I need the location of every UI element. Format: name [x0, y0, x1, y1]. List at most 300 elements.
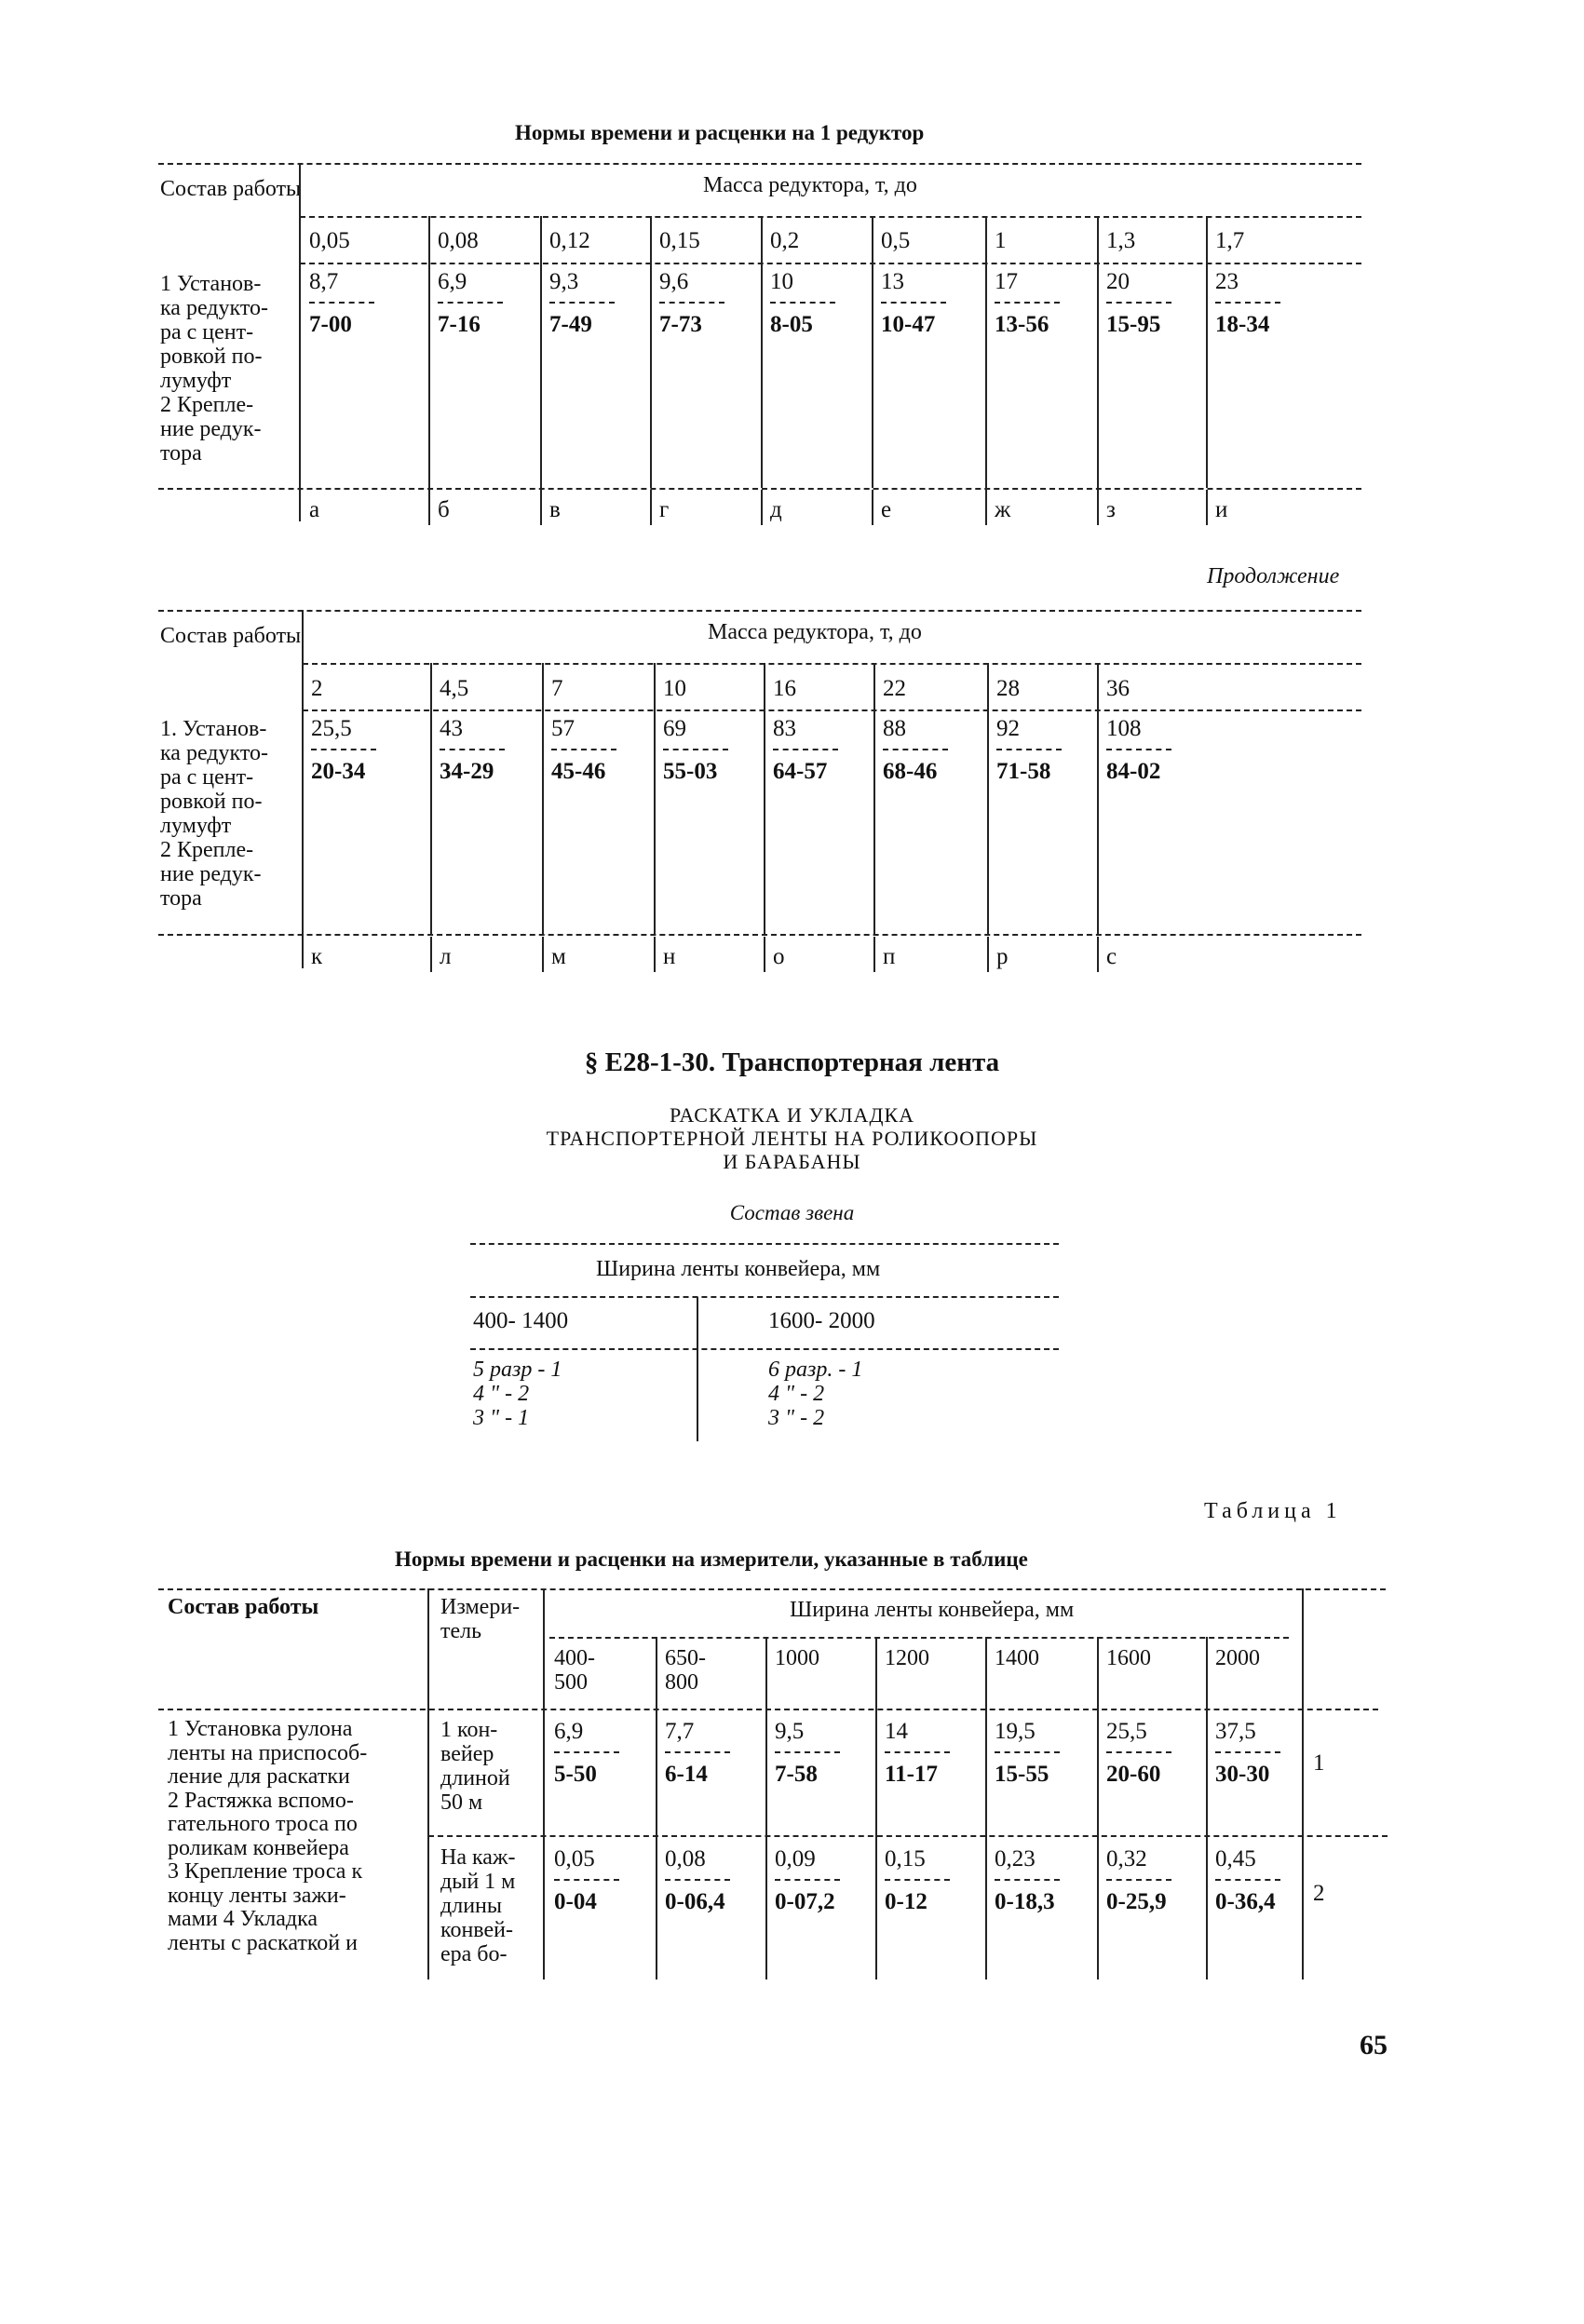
table-b-head-bottom-rule [303, 709, 1361, 711]
table-1-row-2-norm: 0,08 [665, 1846, 706, 1871]
table-1-row-2-price: 0-12 [885, 1889, 927, 1914]
tableA-mass: 0,05 [309, 228, 350, 253]
table-1-width-value [665, 1646, 706, 1695]
table-1-fraction-bar [885, 1751, 950, 1753]
crew-col-1-row-line: 4 " - 2 [473, 1382, 530, 1406]
crew-col-2: 1600- 2000 [768, 1308, 875, 1333]
table-1-row-1-price: 6-14 [665, 1762, 708, 1787]
tableA-letter: а [309, 497, 320, 522]
table-a-top-rule [158, 163, 1361, 165]
tableA-letter-divider [872, 490, 873, 525]
table-1-width-value [554, 1646, 595, 1695]
table-1-label: Таблица 1 [1204, 1499, 1342, 1523]
table-1-row-2-price: 0-25,9 [1106, 1889, 1167, 1914]
table-1-work-line: ленты с раскаткой и [168, 1930, 358, 1955]
tableA-mass: 1,3 [1106, 228, 1136, 253]
tableB-cell [551, 715, 616, 786]
table-a-work-line: тора [160, 441, 202, 466]
table-1-width-line: 650- [665, 1646, 706, 1670]
table-1-row-2-cell [885, 1845, 950, 1916]
tableB-price: 34-29 [440, 759, 494, 784]
tableA-col-divider [1206, 216, 1208, 488]
table-b-work-line: ровкой по- [160, 790, 263, 814]
tableA-letter-divider [1206, 490, 1208, 525]
table-1-row-1-cell [554, 1718, 619, 1789]
table-1-row-1-price: 7-58 [775, 1762, 818, 1787]
table-1-work-line: ление для раскатки [168, 1764, 350, 1789]
table-a-title: Нормы времени и расценки на 1 редуктор [515, 121, 925, 144]
table-b-mass-rule [303, 663, 1361, 665]
table-b-work-line: ра с цент- [160, 765, 254, 790]
tableA-fraction-bar [549, 302, 615, 304]
table-1-divider-meter [543, 1588, 545, 1979]
table-1-row-1-norm: 14 [885, 1719, 908, 1744]
table-1-row-2-meter-line: длины [440, 1894, 502, 1918]
tableA-letter: и [1215, 497, 1228, 522]
tableA-letter-divider [428, 490, 430, 525]
table-b-work-line: 2 Крепле- [160, 838, 254, 862]
table-1-row-2-norm: 0,09 [775, 1846, 816, 1871]
table-1-fraction-bar [995, 1751, 1060, 1753]
table-1-work-line: 1 Установка рулона [168, 1717, 353, 1741]
tableA-cell [549, 268, 615, 339]
tableA-price: 7-73 [659, 312, 702, 337]
tableA-cell [438, 268, 503, 339]
tableB-letter: р [996, 944, 1009, 969]
tableA-norm: 23 [1215, 269, 1239, 294]
table-1-row-1-norm: 37,5 [1215, 1719, 1256, 1744]
table-1-fraction-bar [554, 1879, 619, 1881]
table-b-work-header: Состав работы [160, 624, 302, 648]
section-header [0, 1047, 1584, 1078]
table-1-width-value [775, 1646, 819, 1670]
table-1-fraction-bar [1106, 1751, 1171, 1753]
table-1-row-1-meter-line: 1 кон- [440, 1718, 498, 1742]
table-1-top-rule [158, 1588, 1386, 1590]
table-1-col-divider [985, 1637, 987, 1979]
table-1-row-2-cell [775, 1845, 840, 1916]
table-1-row-2-price: 0-06,4 [665, 1889, 725, 1914]
table-1-width-line: 1600 [1106, 1646, 1151, 1670]
tableA-price: 8-05 [770, 312, 813, 337]
crew-col-2-row-line: 4 " - 2 [768, 1382, 825, 1406]
table-1-row-1-cell [775, 1718, 840, 1789]
table-1-row-2-norm: 0,32 [1106, 1846, 1147, 1871]
tableB-mass: 2 [311, 676, 323, 701]
table-1-width-value [995, 1646, 1039, 1670]
tableB-price: 68-46 [883, 759, 938, 784]
section-subtitle-line-1: РАСКАТКА И УКЛАДКА [669, 1103, 915, 1127]
table-1-work-line: мами 4 Укладка [168, 1907, 318, 1931]
table-1-meter-header-line: тель [440, 1619, 482, 1643]
crew-col-1-row-line: 5 разр - 1 [473, 1358, 562, 1382]
table-1-col-divider [765, 1637, 767, 1979]
tableA-letter-divider [985, 490, 987, 525]
tableA-norm: 6,9 [438, 269, 467, 294]
table-1-row-2-cell [665, 1845, 730, 1916]
tableB-mass: 10 [663, 676, 686, 701]
table-a-body-bottom-rule [158, 488, 1361, 490]
tableA-letter: в [549, 497, 561, 522]
table-b-work-line: 1. Установ- [160, 717, 267, 741]
table-a-work-header: Состав работы [160, 177, 302, 201]
tableA-col-divider [428, 216, 430, 488]
tableB-cell [883, 715, 948, 786]
crew-title: Состав звена [729, 1201, 855, 1224]
tableA-fraction-bar [309, 302, 374, 304]
table-1-row-1-meter-line: вейер [440, 1742, 494, 1766]
crew-header: Ширина ленты конвейера, мм [596, 1257, 881, 1281]
table-1-width-line: 1200 [885, 1646, 929, 1670]
table-1-width-value [1106, 1646, 1151, 1670]
table-1-work-line: ленты на приспособ- [168, 1740, 368, 1765]
tableA-fraction-bar [1215, 302, 1280, 304]
tableB-mass: 7 [551, 676, 563, 701]
table-1-fraction-bar [1106, 1879, 1171, 1881]
tableA-norm: 13 [881, 269, 904, 294]
table-b-work-line: ка редукто- [160, 741, 269, 765]
tableB-norm: 88 [883, 716, 906, 741]
table-a-work-line: ка редукто- [160, 296, 269, 320]
tableB-cell [773, 715, 838, 786]
tableA-fraction-bar [881, 302, 946, 304]
tableB-norm: 43 [440, 716, 463, 741]
tableB-norm: 92 [996, 716, 1020, 741]
tableA-cell [1106, 268, 1171, 339]
tableA-price: 18-34 [1215, 312, 1270, 337]
table-1-fraction-bar [995, 1879, 1060, 1881]
tableA-letter-divider [761, 490, 763, 525]
table-1-fraction-bar [665, 1751, 730, 1753]
tableB-cell [663, 715, 728, 786]
table-1-col-divider [1206, 1637, 1208, 1979]
tableB-letter: о [773, 944, 785, 969]
tableB-mass: 36 [1106, 676, 1130, 701]
tableB-letter-divider [654, 937, 656, 972]
table-b-body-bottom-rule [158, 934, 1361, 936]
page-number: 65 [1360, 2030, 1388, 2061]
tableB-letter-divider [764, 937, 765, 972]
table-a-work-line: ра с цент- [160, 320, 254, 345]
tableA-fraction-bar [995, 302, 1060, 304]
table-1-row-2-number: 2 [1313, 1881, 1325, 1906]
table-1-width-line: 1400 [995, 1646, 1039, 1670]
table-1-work-line: 3 Крепление троса к [168, 1859, 363, 1884]
tableB-letter-divider [1097, 937, 1099, 972]
tableB-letter-divider [542, 937, 544, 972]
tableA-col-divider [650, 216, 652, 488]
crew-top-rule [470, 1243, 1059, 1245]
table-1-row-1-price: 15-55 [995, 1762, 1049, 1787]
table-1-row-2-meter-line: конвей- [440, 1918, 513, 1942]
tableA-price: 7-16 [438, 312, 481, 337]
table-1-width-line: 500 [554, 1670, 588, 1695]
table-1-fraction-bar [775, 1751, 840, 1753]
tableB-cell [311, 715, 376, 786]
tableB-price: 55-03 [663, 759, 718, 784]
table-1-row-1-cell [1106, 1718, 1171, 1789]
tableB-cell [996, 715, 1062, 786]
table-1-row-2-cell [1106, 1845, 1171, 1916]
tableA-col-divider [1097, 216, 1099, 488]
tableB-mass: 28 [996, 676, 1020, 701]
tableA-price: 13-56 [995, 312, 1049, 337]
table-1-divider-work [427, 1588, 429, 1979]
crew-divider [697, 1297, 698, 1441]
table-1-width-value [1215, 1646, 1260, 1670]
table-1-head-bottom-rule [158, 1709, 1378, 1710]
table-1-width-line: 1000 [775, 1646, 819, 1670]
table-1-work-line: роликам конвейера [168, 1835, 349, 1860]
tableA-norm: 20 [1106, 269, 1130, 294]
table-1-row-1-cell [885, 1718, 950, 1789]
tableB-fraction-bar [996, 749, 1062, 750]
table-1-row-1-price: 11-17 [885, 1762, 938, 1787]
table-b-divider [302, 610, 304, 968]
tableA-norm: 17 [995, 269, 1018, 294]
tableB-col-divider [542, 663, 544, 934]
table-1-title: Нормы времени и расценки на измерители, указанные в таблице [395, 1547, 1028, 1571]
tableB-col-divider [430, 663, 432, 934]
table-b-work-line: ние редук- [160, 862, 262, 886]
table-1-fraction-bar [1215, 1751, 1280, 1753]
tableB-col-divider [987, 663, 989, 934]
tableB-letter: л [440, 944, 452, 969]
table-1-row-1-meter-line: длиной [440, 1766, 510, 1790]
table-1-row-1-norm: 19,5 [995, 1719, 1036, 1744]
tableB-norm: 108 [1106, 716, 1142, 741]
table-b-work-line: тора [160, 886, 202, 911]
tableA-fraction-bar [438, 302, 503, 304]
tableA-cell [770, 268, 835, 339]
tableA-mass: 0,12 [549, 228, 590, 253]
crew-col-2-row-line: 3 " - 2 [768, 1406, 825, 1430]
table-1-col-divider [1097, 1637, 1099, 1979]
tableA-mass: 0,08 [438, 228, 479, 253]
table-1-row-2-meter-line: ера бо- [440, 1942, 508, 1966]
table-1-fraction-bar [885, 1879, 950, 1881]
tableA-col-divider [985, 216, 987, 488]
table-1-width-rule [549, 1637, 1289, 1639]
tableB-letter: м [551, 944, 566, 969]
tableA-cell [881, 268, 946, 339]
table-1-col-divider [656, 1637, 657, 1979]
table-1-row-2-meter [440, 1845, 516, 1966]
crew-col-1-rows [473, 1358, 562, 1430]
table-a-work-line: 1 Установ- [160, 272, 262, 296]
table-1-row-2-norm: 0,23 [995, 1846, 1036, 1871]
tableA-cell [1215, 268, 1280, 339]
table-b-top-rule [158, 610, 1361, 612]
tableB-letter: п [883, 944, 896, 969]
tableA-letter: б [438, 497, 450, 522]
table-1-row-2-cell [1215, 1845, 1280, 1916]
tableB-price: 84-02 [1106, 759, 1161, 784]
table-1-work-line: 2 Растяжка вспомо- [168, 1788, 354, 1813]
table-1-work-text [168, 1718, 367, 1955]
table-1-row-2-norm: 0,05 [554, 1846, 595, 1871]
table-a-mass-rule [300, 216, 1361, 218]
table-b-mass-header: Масса редуктора, т, до [708, 620, 922, 644]
tableA-letter: г [659, 497, 670, 522]
table-1-width-line: 800 [665, 1670, 698, 1695]
table-1-row-1-cell [995, 1718, 1060, 1789]
table-a-mass-header: Масса редуктора, т, до [703, 173, 917, 197]
section-title: § Е28-1-30. Транспортерная лента [584, 1047, 1000, 1077]
tableB-price: 64-57 [773, 759, 828, 784]
table-1-row-1-number: 1 [1313, 1750, 1325, 1776]
tableA-price: 15-95 [1106, 312, 1161, 337]
table-1-fraction-bar [1215, 1879, 1280, 1881]
tableB-fraction-bar [773, 749, 838, 750]
tableA-price: 7-49 [549, 312, 592, 337]
table-a-work-line: ние редук- [160, 417, 262, 441]
table-1-width-line: 2000 [1215, 1646, 1260, 1670]
tableA-col-divider [872, 216, 873, 488]
table-a-work-line: лумуфт [160, 369, 232, 393]
tableA-letter-divider [1097, 490, 1099, 525]
tableB-fraction-bar [440, 749, 505, 750]
section-subtitle [0, 1103, 1584, 1173]
crew-col-rule [470, 1348, 1059, 1350]
tableA-mass: 1 [995, 228, 1007, 253]
tableB-norm: 25,5 [311, 716, 352, 741]
tableA-letter: е [881, 497, 892, 522]
continuation-label: Продолжение [1207, 564, 1340, 588]
tableA-letter: з [1106, 497, 1116, 522]
tableB-fraction-bar [1106, 749, 1171, 750]
tableA-col-divider [761, 216, 763, 488]
table-1-row-1-cell [1215, 1718, 1280, 1789]
tableA-price: 10-47 [881, 312, 936, 337]
tableB-letter: н [663, 944, 676, 969]
table-1-row-2-norm: 0,15 [885, 1846, 926, 1871]
tableA-cell [659, 268, 724, 339]
table-1-meter-header-line: Измери- [440, 1595, 521, 1619]
tableA-letter-divider [540, 490, 542, 525]
table-1-width-value [885, 1646, 929, 1670]
table-1-row-1-price: 30-30 [1215, 1762, 1270, 1787]
table-1-row-1-norm: 7,7 [665, 1719, 695, 1744]
tableA-norm: 9,3 [549, 269, 579, 294]
tableB-col-divider [873, 663, 875, 934]
table-a-divider [299, 163, 301, 521]
tableB-letter-divider [873, 937, 875, 972]
table-1-row-divider-rule [428, 1835, 1388, 1837]
tableB-col-divider [1097, 663, 1099, 934]
tableA-mass: 0,2 [770, 228, 800, 253]
table-1-work-line: гательного троса по [168, 1812, 358, 1836]
section-subtitle-line-2: ТРАНСПОРТЕРНОЙ ЛЕНТЫ НА РОЛИКООПОРЫ [546, 1127, 1038, 1150]
table-1-row-2-cell [554, 1845, 619, 1916]
table-1-work-header: Состав работы [168, 1595, 319, 1619]
crew-col-2-rows [768, 1358, 862, 1430]
table-1-row-2-price: 0-18,3 [995, 1889, 1055, 1914]
table-1-row-2-norm: 0,45 [1215, 1846, 1256, 1871]
tableB-letter: с [1106, 944, 1117, 969]
crew-col-1-row-line: 3 " - 1 [473, 1406, 530, 1430]
tableA-mass: 0,15 [659, 228, 700, 253]
tableB-fraction-bar [883, 749, 948, 750]
tableB-fraction-bar [663, 749, 728, 750]
tableA-fraction-bar [1106, 302, 1171, 304]
crew-col-2-row-line: 6 разр. - 1 [768, 1358, 863, 1382]
table-1-row-2-cell [995, 1845, 1060, 1916]
tableB-col-divider [764, 663, 765, 934]
table-1-fraction-bar [665, 1879, 730, 1881]
tableA-letter: ж [995, 497, 1011, 522]
tableB-letter-divider [987, 937, 989, 972]
table-1-width-header: Ширина ленты конвейера, мм [790, 1598, 1075, 1622]
table-1-meter-header [440, 1595, 520, 1643]
tableA-cell [309, 268, 374, 339]
tableB-price: 71-58 [996, 759, 1051, 784]
table-1-row-2-price: 0-36,4 [1215, 1889, 1276, 1914]
table-1-row-2-price: 0-04 [554, 1889, 597, 1914]
table-1-row-1-cell [665, 1718, 730, 1789]
table-1-fraction-bar [554, 1751, 619, 1753]
tableB-cell [440, 715, 505, 786]
section-subtitle-line-3: И БАРАБАНЫ [723, 1150, 861, 1173]
tableA-price: 7-00 [309, 312, 352, 337]
table-1-row-2-price: 0-07,2 [775, 1889, 835, 1914]
table-b-work-text [160, 717, 268, 911]
table-b-work-line: лумуфт [160, 814, 232, 838]
crew-col-1: 400- 1400 [473, 1308, 569, 1333]
table-1-row-1-meter [440, 1718, 510, 1815]
tableA-norm: 10 [770, 269, 793, 294]
tableB-price: 20-34 [311, 759, 366, 784]
crew-head-rule [470, 1296, 1059, 1298]
table-a-work-line: ровкой по- [160, 345, 263, 369]
table-1-divider-num [1302, 1588, 1304, 1979]
tableB-cell [1106, 715, 1171, 786]
tableB-col-divider [654, 663, 656, 934]
tableA-letter: д [770, 497, 782, 522]
table-1-row-1-norm: 9,5 [775, 1719, 805, 1744]
tableB-mass: 22 [883, 676, 906, 701]
tableA-mass: 0,5 [881, 228, 911, 253]
table-1-row-1-norm: 25,5 [1106, 1719, 1147, 1744]
tableB-norm: 69 [663, 716, 686, 741]
tableA-col-divider [540, 216, 542, 488]
tableA-letter-divider [650, 490, 652, 525]
tableB-fraction-bar [551, 749, 616, 750]
tableB-letter: к [311, 944, 323, 969]
table-a-work-line: 2 Крепле- [160, 393, 254, 417]
table-1-work-line: концу ленты зажи- [168, 1883, 346, 1908]
table-1-row-1-price: 20-60 [1106, 1762, 1161, 1787]
table-1-row-1-norm: 6,9 [554, 1719, 584, 1744]
tableB-letter-divider [430, 937, 432, 972]
tableB-fraction-bar [311, 749, 376, 750]
tableA-fraction-bar [659, 302, 724, 304]
tableB-norm: 57 [551, 716, 575, 741]
tableB-mass: 16 [773, 676, 796, 701]
table-1-fraction-bar [775, 1879, 840, 1881]
table-1-col-divider [875, 1637, 877, 1979]
tableB-price: 45-46 [551, 759, 606, 784]
table-a-work-text [160, 272, 268, 466]
tableB-mass: 4,5 [440, 676, 469, 701]
tableA-norm: 9,6 [659, 269, 689, 294]
table-1-row-2-meter-line: На каж- [440, 1845, 516, 1870]
table-1-width-line: 400- [554, 1646, 595, 1670]
tableA-mass: 1,7 [1215, 228, 1245, 253]
tableA-fraction-bar [770, 302, 835, 304]
tableA-norm: 8,7 [309, 269, 339, 294]
tableB-norm: 83 [773, 716, 796, 741]
